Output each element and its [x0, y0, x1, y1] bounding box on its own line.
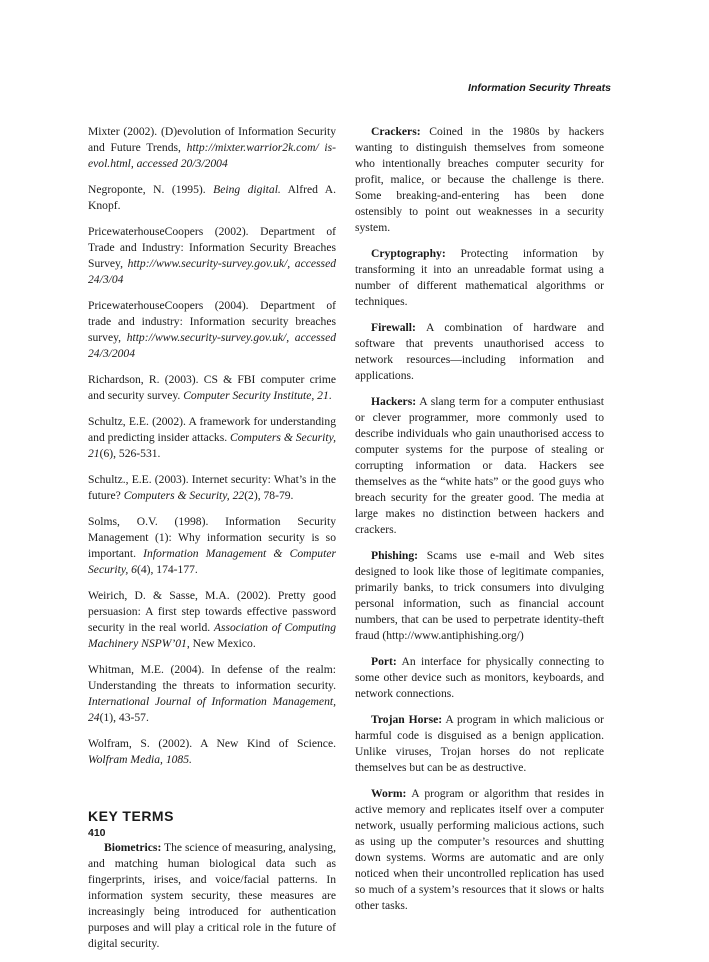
reference-text: Whitman, M.E. (2004). In defense of the realm: Understanding the threats to information security. — [88, 663, 336, 692]
reference-source: Computers & Security, 21 — [88, 431, 336, 460]
reference-entry — [88, 514, 336, 578]
reference-entry — [88, 124, 336, 172]
reference-entry — [88, 224, 336, 288]
reference-source: Wolfram Media, 1085. — [88, 753, 192, 766]
reference-tail: (1), 43-57. — [99, 711, 149, 724]
term-headword: Cryptography: — [371, 247, 446, 260]
key-term-port — [355, 654, 604, 702]
reference-list — [88, 124, 336, 768]
key-term-phishing — [355, 548, 604, 644]
reference-entry — [88, 472, 336, 504]
term-headword: Biometrics: — [104, 841, 162, 854]
reference-source: http://www.security-survey.gov.uk/, accessed 24/3/2004 — [88, 331, 337, 360]
reference-source: Computers & Security, 22 — [123, 489, 245, 502]
term-definition: A program or algorithm that resides in active memory and replicates itself over a computer network, usually performing malicious actions, such as using up the computer’s resources and shutting down systems. Worms are automatic and are only noticed when their uncontrolled replication has used so much of a system’s resources that it slows or halts other tasks. — [355, 787, 605, 912]
reference-entry — [88, 372, 336, 404]
reference-text: Schultz., E.E. (2003). Internet security: What’s in the future? — [88, 473, 336, 502]
reference-text: Negroponte, N. (1995). — [88, 183, 214, 196]
reference-tail: (2), 78-79. — [244, 489, 294, 502]
reference-source: Information Management & Computer Security, 6 — [88, 547, 336, 576]
reference-tail: , New Mexico. — [186, 637, 256, 650]
reference-source: International Journal of Information Management, 24 — [88, 695, 336, 724]
reference-text: PricewaterhouseCoopers (2004). Department of trade and industry: Information security breaches survey, — [88, 299, 336, 344]
key-term-biometrics — [88, 840, 336, 952]
key-term-crackers — [355, 124, 604, 236]
term-definition: A program in which malicious or harmful code is disguised as a benign application. Unlike viruses, Trojan horses do not replicate themselves but can be as destructive. — [355, 713, 604, 774]
reference-tail: (6), 526-531. — [99, 447, 161, 460]
term-definition: Coined in the 1980s by hackers wanting to distinguish themselves from someone who intentionally breaches computer security for profit, malice, or because the challenge is there. Some breaking-and-entering has been done ostensibly to point out weaknesses in a security system. — [355, 125, 604, 234]
term-definition: A slang term for a computer enthusiast or clever programmer, more commonly used to describe individuals who gain unauthorised access to computer systems for the purpose of stealing or corrupting information or data. Hackers see themselves as the “white hats” or the good guys who breach security for the greater good. The media at large makes no distinction between hackers and crackers. — [355, 395, 604, 536]
term-headword: Firewall: — [371, 321, 416, 334]
reference-tail: . — [328, 389, 332, 402]
running-head: Information Security Threats — [468, 82, 611, 94]
key-term-worm — [355, 786, 604, 914]
key-term-hackers — [355, 394, 604, 538]
key-term-firewall — [355, 320, 604, 384]
term-headword: Worm: — [371, 787, 407, 800]
term-definition: A combination of hardware and software that prevents unauthorised access to network resources—including information and applications. — [355, 321, 604, 382]
term-headword: Port: — [371, 655, 397, 668]
term-definition: The science of measuring, analysing, and matching human biological data such as fingerprints, irises, and voice/facial patterns. In information system security, these measures are increasingly being introduced for authentication purposes and will play a critical role in the future of digital security. — [88, 841, 336, 950]
reference-entry — [88, 298, 336, 362]
term-headword: Hackers: — [371, 395, 417, 408]
reference-entry — [88, 662, 336, 726]
key-terms-heading: KEY TERMS — [88, 808, 174, 824]
reference-entry — [88, 414, 336, 462]
term-definition: Scams use e-mail and Web sites designed to look like those of legitimate companies, primarily banks, to trick consumers into divulging personal information, such as financial account numbers, that can be used to perpetrate identity-theft fraud (http://www.antiphishing.org/) — [355, 549, 604, 642]
key-term-cryptography — [355, 246, 604, 310]
reference-source: http://www.security-survey.gov.uk/, accessed 24/3/04 — [88, 257, 337, 286]
right-column — [355, 124, 604, 924]
term-definition: An interface for physically connecting to some other device such as monitors, keyboards, and network connections. — [355, 655, 604, 700]
reference-entry — [88, 588, 336, 652]
reference-text: Solms, O.V. (1998). Information Security Management (1): Why information security is so important. — [88, 515, 336, 560]
reference-text: Schultz, E.E. (2002). A framework for understanding and predicting insider attacks. — [88, 415, 336, 444]
left-column — [88, 124, 336, 962]
reference-text: PricewaterhouseCoopers (2002). Department of Trade and Industry: Information Security Breaches Survey, — [88, 225, 336, 270]
reference-text: Richardson, R. (2003). CS & FBI computer crime and security survey. — [88, 373, 336, 402]
reference-source: Being digital. — [213, 183, 281, 196]
term-headword: Phishing: — [371, 549, 419, 562]
reference-text: Weirich, D. & Sasse, M.A. (2002). Pretty good persuasion: A first step towards effective password security in the real world. — [88, 589, 336, 634]
reference-tail: (4), 174-177. — [136, 563, 198, 576]
term-headword: Trojan Horse: — [371, 713, 443, 726]
key-term-trojan-horse — [355, 712, 604, 776]
reference-entry — [88, 736, 336, 768]
reference-text: Wolfram, S. (2002). A New Kind of Science. — [88, 737, 336, 750]
reference-entry — [88, 182, 336, 214]
reference-source: Association of Computing Machinery NSPW’01 — [88, 621, 336, 650]
reference-text: Mixter (2002). (D)evolution of Information Security and Future Trends, — [88, 125, 336, 154]
reference-tail: Alfred A. Knopf. — [88, 183, 336, 212]
page-number: 410 — [88, 827, 106, 839]
reference-source: Computer Security Institute, 21 — [183, 389, 329, 402]
term-headword: Crackers: — [371, 125, 421, 138]
reference-source: http://mixter.warrior2k.com/ is-evol.html, accessed 20/3/2004 — [88, 141, 336, 170]
term-definition: Protecting information by transforming it into an unreadable format using a number of different mathematical algorithms or techniques. — [355, 247, 604, 308]
